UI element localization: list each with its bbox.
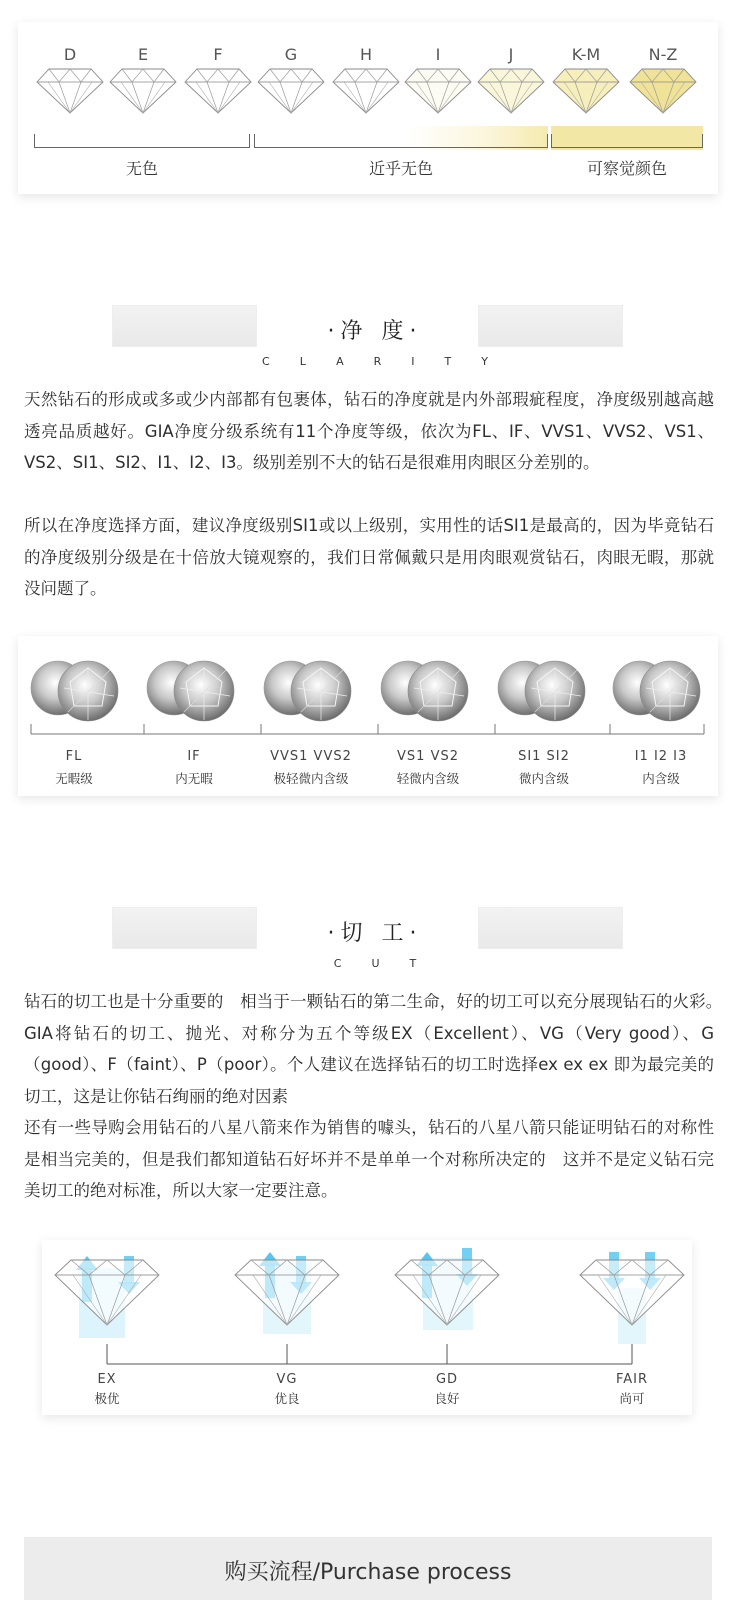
- diamond-icon: [331, 66, 401, 116]
- cut-grade-vg: [237, 1372, 337, 1407]
- clarity-grade-vvs: [253, 749, 369, 787]
- color-grade-label: G: [284, 45, 298, 64]
- color-grade-f: [183, 44, 253, 120]
- color-grade-label: H: [359, 45, 373, 64]
- diamond-icon: [183, 66, 253, 116]
- color-grade-label: J: [508, 45, 514, 64]
- diamond-icon: [628, 66, 698, 116]
- clarity-grade-fl: [16, 749, 132, 787]
- diamond-icon: [403, 66, 473, 116]
- clarity-grade-desc: 极轻微内含级: [273, 771, 349, 786]
- cut-title: ·切 工·: [327, 921, 423, 946]
- color-grade-label: N-Z: [648, 45, 678, 64]
- near-colorless-bracket: [254, 134, 548, 148]
- color-grade-d: [35, 44, 105, 120]
- clarity-scale-card: [18, 636, 718, 796]
- color-grade-label: K-M: [571, 45, 601, 64]
- diamond-icon: [35, 66, 105, 116]
- clarity-grade-code: VS1 VS2: [397, 749, 459, 764]
- clarity-title: ·净 度·: [327, 319, 423, 344]
- color-grade-k-m: [551, 44, 621, 120]
- cut-grade-desc: 极优: [94, 1391, 120, 1406]
- clarity-grade-desc: 内含级: [642, 771, 680, 786]
- noticeable-color-label: 可察觉颜色: [586, 159, 667, 178]
- clarity-grade-desc: 内无暇: [175, 771, 213, 786]
- cut-grade-ex: [57, 1372, 157, 1407]
- clarity-grade-code: SI1 SI2: [518, 749, 570, 764]
- color-grade-j: [476, 44, 546, 120]
- clarity-grade-desc: 微内含级: [518, 771, 569, 786]
- noticeable-color-bracket: [551, 134, 703, 148]
- cut-section-title: [0, 916, 750, 970]
- clarity-grade-code: IF: [187, 749, 201, 764]
- clarity-section-title: [0, 314, 750, 368]
- near-colorless-label: 近乎无色: [368, 159, 433, 178]
- cut-grade-desc: 尚可: [619, 1391, 645, 1406]
- clarity-grade-code: I1 I2 I3: [634, 749, 688, 764]
- cut-paragraph-1: 钻石的切工也是十分重要的 相当于一颗钻石的第二生命，好的切工可以充分展现钻石的火彩。 GIA将钻石的切工、抛光、对称分为五个等级EX（Excellent）、VG（Very good）、G（good）、F（faint）、P（poor）。个人建议在选择钻石的切工时选择ex ex ex 即为最完美的切工，这是让你钻石绚丽的绝对因素: [24, 992, 731, 1106]
- clarity-grade-desc: 无暇级: [55, 771, 93, 786]
- clarity-grade-if: [136, 749, 252, 787]
- cut-grade-gd: [397, 1372, 497, 1407]
- clarity-paragraph-1: 天然钻石的形成或多或少内部都有包裹体，钻石的净度就是内外部瑕疵程度，净度级别越高越透亮品质越好。GIA净度分级系统有11个净度等级，依次为FL、IF、VVS1、VVS2、VS1、VS2、SI1、SI2、I1、I2、I3。级别差别不大的钻石是很难用肉眼区分差别的。: [24, 390, 714, 472]
- clarity-paragraph-2: 所以在净度选择方面，建议净度级别SI1或以上级别，实用性的话SI1是最高的，因为毕竟钻石的净度级别分级是在十倍放大镜观察的，我们日常佩戴只是用肉眼观赏钻石，肉眼无暇，那就没问题了。: [24, 516, 714, 598]
- purchase-process-banner: [24, 1537, 712, 1600]
- diamond-icon: [476, 66, 546, 116]
- diamond-icon: [256, 66, 326, 116]
- color-grade-label: E: [137, 45, 149, 64]
- clarity-grade-code: VVS1 VVS2: [270, 749, 352, 764]
- clarity-grade-i: [603, 749, 719, 787]
- cut-grade-code: VG: [276, 1372, 298, 1387]
- color-grade-g: [256, 44, 326, 120]
- color-grade-h: [331, 44, 401, 120]
- diamond-icon: [108, 66, 178, 116]
- cut-grade-code: GD: [435, 1372, 459, 1387]
- cut-grade-desc: 良好: [434, 1391, 460, 1406]
- color-grade-label: I: [435, 45, 441, 64]
- color-grade-n-z: [628, 44, 698, 120]
- clarity-grade-code: FL: [65, 749, 83, 764]
- cut-grade-desc: 优良: [274, 1391, 300, 1406]
- color-grade-label: F: [213, 45, 223, 64]
- colorless-bracket: [34, 134, 250, 148]
- clarity-grade-desc: 轻微内含级: [396, 771, 460, 786]
- color-grade-label: D: [63, 45, 77, 64]
- cut-scale-card: [42, 1240, 692, 1415]
- cut-grade-code: EX: [97, 1372, 117, 1387]
- purchase-process-title: 购买流程/Purchase process: [224, 1560, 512, 1585]
- cut-grade-fair: [582, 1372, 682, 1407]
- clarity-grade-vs: [370, 749, 486, 787]
- cut-grade-code: FAIR: [615, 1372, 649, 1387]
- clarity-grade-si: [486, 749, 602, 787]
- clarity-subtitle: CLARITY: [262, 355, 518, 368]
- color-scale-card: [18, 22, 718, 194]
- color-grade-i: [403, 44, 473, 120]
- diamond-icon: [551, 66, 621, 116]
- cut-paragraph-2: 还有一些导购会用钻石的八星八箭来作为销售的噱头，钻石的八星八箭只能证明钻石的对称性是相当完美的，但是我们都知道钻石好坏并不是单单一个对称所决定的 这并不是定义钻石完美切工的绝对标准，所以大家一定要注意。: [24, 1118, 714, 1200]
- cut-subtitle: CUT: [333, 957, 447, 970]
- color-grade-e: [108, 44, 178, 120]
- colorless-label: 无色: [125, 159, 158, 178]
